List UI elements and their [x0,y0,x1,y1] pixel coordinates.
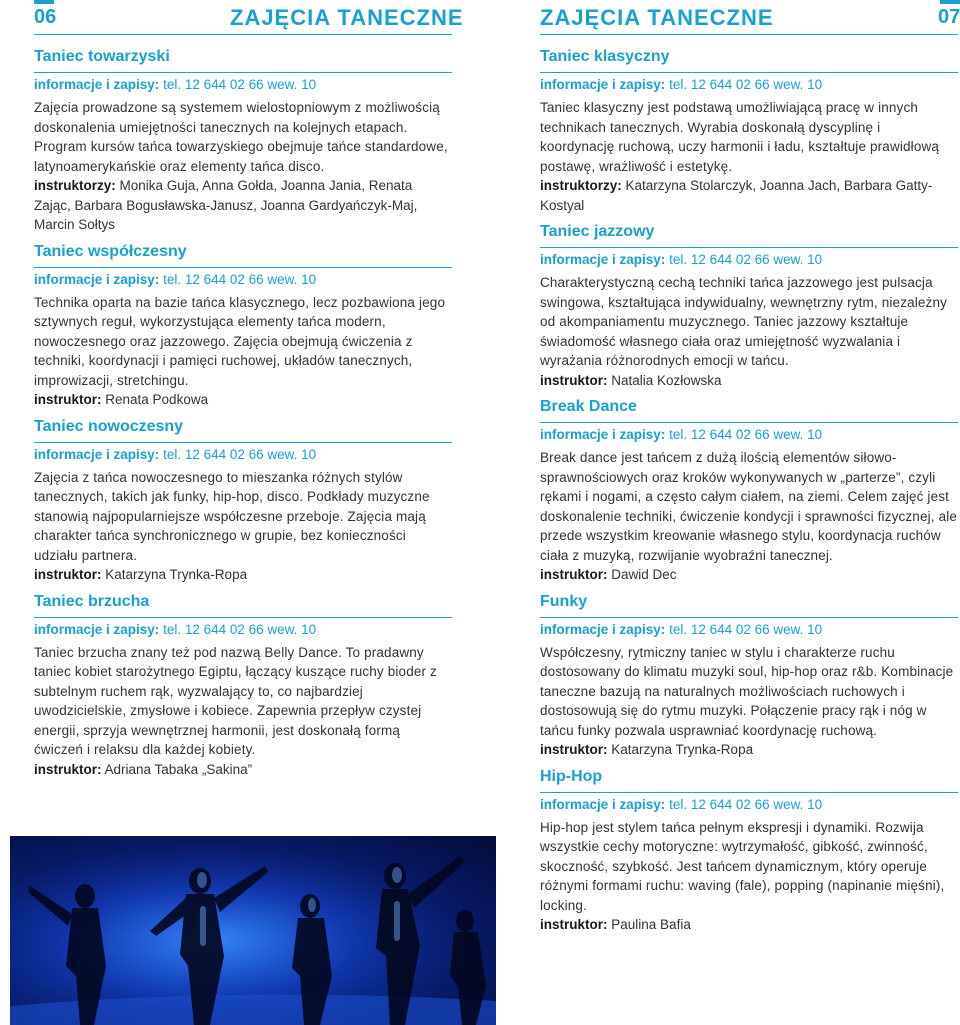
left-page-title: ZAJĘCIA TANECZNE [230,5,464,30]
contact-info [34,617,452,639]
section-description: Break dance jest tańcem z dużą ilością elementów siłowo-sprawnościowych oraz kroków wykonywanych w „parterze”, czyli rękami i nogami, a często całym ciałem, na ziemi. Celem zajęć jest doskonalenie techniki, ćwiczenie kondycji i sprawności fizycznej, ale przede wszystkim kreowanie własnego stylu, koordynacja ruchów ciała z muzyką, rozwijanie wyobraźni tanecznej. [540,450,958,563]
header-divider [34,34,452,35]
header-divider [540,34,958,35]
right-page-title: ZAJĘCIA TANECZNE [540,5,774,30]
contact-phone: tel. 12 644 02 66 wew. 10 [669,796,823,812]
contact-info [540,617,958,639]
section-taniec-wspolczesny [34,241,452,410]
instructor-line [34,176,452,235]
section-taniec-klasyczny [540,46,958,215]
page-number-bar [34,0,54,4]
section-title: Taniec jazzowy [540,223,655,240]
instructor-line [540,176,958,215]
left-page-number: 06 [34,6,57,28]
instructor-label: instruktor: [540,917,608,932]
instructor-line [540,740,958,760]
instructor-line [540,371,958,391]
instructor-label: instruktor: [540,567,608,582]
section-description: Współczesny, rytmiczny taniec w stylu i charakterze ruchu dostosowany do klimatu muzyki soul, hip-hop oraz r&b. Kombinacje taneczne bazują na naturalnych możliwościach ruchowych i dostosowują się do rytmu muzyki. Połączenie pracy rąk i nóg w tańcu funky pozwala usprawniać koordynację ruchową. [540,644,954,738]
section-description: Technika oparta na bazie tańca klasycznego, lecz pozbawiona jego sztywnych reguł, wykorzystująca elementy tańca modern, nowoczesnego oraz jazzowego. Zajęcia obejmują ćwiczenia z techniki, koordynacji i pamięci ruchowej, układów tanecznych, improwizacji, stretchingu. [34,294,446,388]
instructor-names: Katarzyna Trynka-Ropa [611,742,754,757]
section-hip-hop [540,766,958,935]
section-taniec-nowoczesny [34,416,452,585]
contact-info [34,267,452,289]
contact-info [540,422,958,444]
section-funky [540,591,958,760]
left-column [34,46,452,785]
contact-phone: tel. 12 644 02 66 wew. 10 [669,621,823,637]
instructor-names: Natalia Kozłowska [611,372,722,388]
instructor-names: Paulina Bafia [611,917,691,932]
contact-phone: tel. 12 644 02 66 wew. 10 [669,77,823,92]
instructor-label: instruktorzy: [540,178,622,193]
section-description: Zajęcia z tańca nowoczesnego to mieszanka różnych stylów tanecznych, takich jak funky, hip-hop, disco. Podkłady muzyczne stanowią najpopularniejsze współczesne przeboje. Zajęcia mają charakter tańca synchronicznego w grupie, bez konieczności udziału partnera. [34,469,430,563]
instructor-label: instruktorzy: [34,178,116,193]
page-number-bar [940,0,960,4]
contact-info [34,442,452,464]
section-title: Break Dance [540,398,637,415]
contact-phone: tel. 12 644 02 66 wew. 10 [163,446,317,462]
contact-info [34,72,452,94]
contact-info [540,247,958,269]
instructor-names: Renata Podkowa [105,392,209,407]
right-page-number: 07 [938,6,960,28]
section-title: Funky [540,592,588,610]
section-taniec-brzucha [34,591,452,780]
contact-label: informacje i zapisy: [540,796,666,812]
instructor-label: instruktor: [34,392,102,407]
instructor-line [34,565,452,585]
contact-phone: tel. 12 644 02 66 wew. 10 [669,427,823,442]
dancers-illustration [10,836,496,1025]
section-description: Hip-hop jest stylem tańca pełnym ekspresji i dynamiki. Rozwija wszystkie cechy motoryczne: wytrzymałość, gibkość, zwinność, skoczność, szybkość. Jest tańcem dynamicznym, który operuje różnymi formami ruchu: waving (fale), popping (napinanie mięśni), locking. [540,819,945,913]
section-description: Taniec klasyczny jest podstawą umożliwiającą pracę w innych technikach tanecznych. Wyrabia doskonałą dyscyplinę i koordynację ruchową, uczy harmonii i ładu, kształtuje prawidłową postawę, wrażliwość i estetykę. [540,100,940,174]
section-description: Charakterystyczną cechą techniki tańca jazzowego jest pulsacja swingowa, kształtująca indywidualny, wewnętrzny rytm, niezależny od akompaniamentu muzycznego. Taniec jazzowy kształtuje świadomość własnego ciała oraz umiejętność wyzwalania i wyrażania różnorodnych emocji w tańcu. [540,275,948,368]
section-title: Taniec klasyczny [540,48,670,65]
contact-label: informacje i zapisy: [540,77,666,92]
instructor-label: instruktor: [34,567,102,582]
contact-label: informacje i zapisy: [34,271,160,287]
contact-phone: tel. 12 644 02 66 wew. 10 [163,271,317,287]
contact-label: informacje i zapisy: [540,252,666,267]
instructor-names: Katarzyna Stolarczyk, Joanna Jach, Barbara Gatty-Kostyal [540,178,933,213]
section-taniec-towarzyski [34,46,452,235]
section-description: Zajęcia prowadzone są systemem wielostopniowym z możliwością doskonalenia umiejętności tanecznych na kolejnych etapach. Program kursów tańca towarzyskiego obejmuje tańce standardowe, latynoamerykańskie oraz elementy tańca disco. [34,100,448,174]
contact-label: informacje i zapisy: [34,77,160,92]
instructor-label: instruktor: [540,742,608,757]
section-description: Taniec brzucha znany też pod nazwą Belly Dance. To pradawny taniec kobiet starożytnego Egiptu, łączący kuszące ruchy bioder z subtelnym ruchem rąk, wyzwalający to, co najbardziej uwodzicielskie, zmysłowe i kobiece. Zapewnia przepływ czystej energii, sprzyja wewnętrznej harmonii, jest doskonałą formą ćwiczeń i relaksu dla każdej kobiety. [34,644,437,757]
instructor-names: Katarzyna Trynka-Ropa [105,567,248,582]
contact-info [540,72,958,94]
instructor-line [540,915,958,935]
instructor-names: Monika Guja, Anna Gołda, Joanna Jania, Renata Zając, Barbara Bogusławska-Janusz, Joanna Gardyańczyk-Maj, Marcin Sołtys [34,178,418,232]
contact-label: informacje i zapisy: [540,427,666,442]
section-title: Taniec współczesny [34,242,187,260]
contact-phone: tel. 12 644 02 66 wew. 10 [163,77,317,92]
instructor-line [540,565,958,585]
section-title: Taniec nowoczesny [34,417,184,435]
contact-phone: tel. 12 644 02 66 wew. 10 [669,252,823,267]
section-title: Taniec brzucha [34,592,150,610]
contact-label: informacje i zapisy: [34,446,160,462]
instructor-label: instruktor: [540,372,608,388]
instructor-names: Dawid Dec [611,567,677,582]
section-taniec-jazzowy [540,221,958,390]
instructor-names: Adriana Tabaka „Sakina” [104,761,253,777]
contact-info [540,792,958,814]
dancers-photo [10,836,496,1025]
section-title: Hip-Hop [540,767,603,785]
contact-phone: tel. 12 644 02 66 wew. 10 [163,621,317,637]
right-page-header [480,0,960,38]
left-page-header [0,0,480,38]
instructor-line [34,390,452,410]
right-column [540,46,958,941]
section-title: Taniec towarzyski [34,48,170,65]
contact-label: informacje i zapisy: [34,621,160,637]
contact-label: informacje i zapisy: [540,621,666,637]
instructor-label: instruktor: [34,761,102,777]
instructor-line [34,760,452,780]
section-break-dance [540,396,958,585]
